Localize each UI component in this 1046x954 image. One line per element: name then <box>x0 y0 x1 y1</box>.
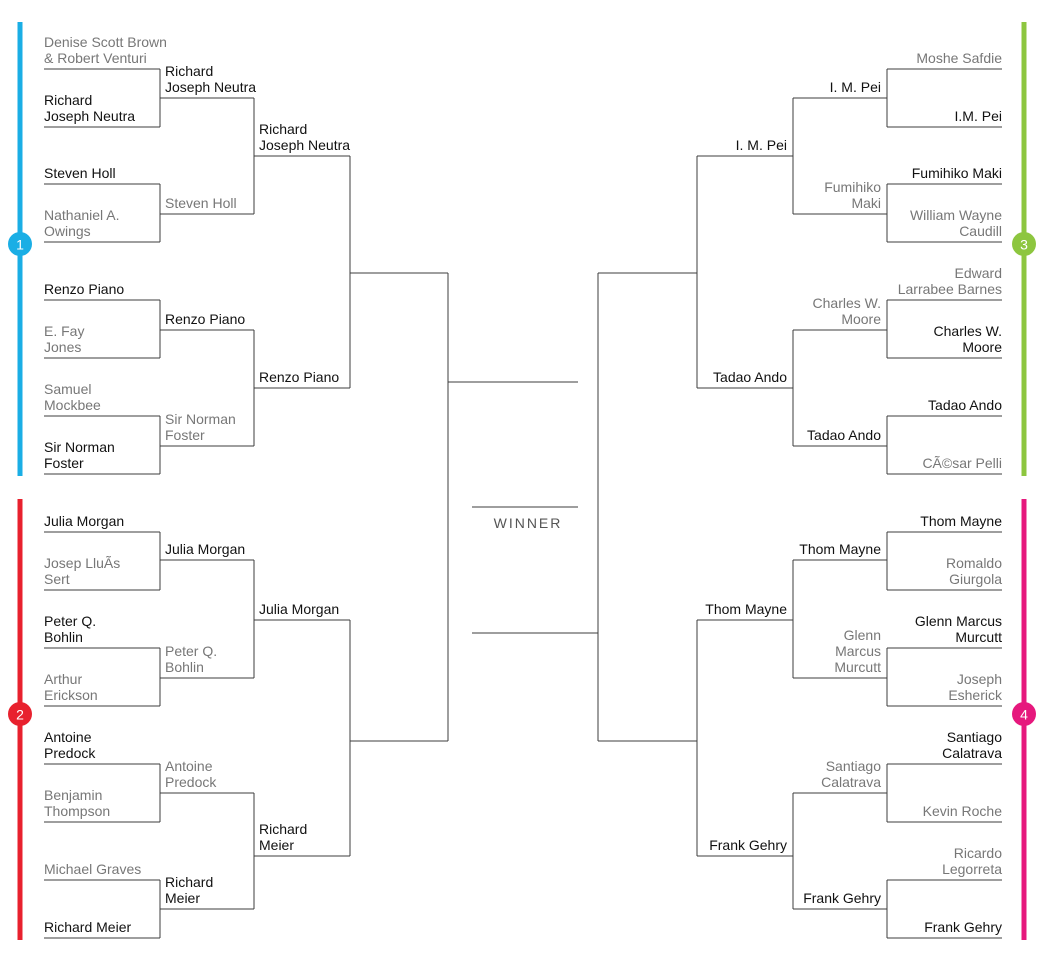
seed-label <box>44 207 120 239</box>
round2-label-line: Calatrava <box>821 774 881 790</box>
seed-label-line: Predock <box>44 745 96 761</box>
round3-label-line: Meier <box>259 837 295 853</box>
region-number: 3 <box>1020 236 1028 253</box>
round2-label <box>821 758 881 790</box>
seed-label <box>898 265 1002 297</box>
seed-label-line: Antoine <box>44 729 92 745</box>
round2-label-line: Richard <box>165 63 214 79</box>
seed-label <box>44 323 84 355</box>
round3-label-line: Frank Gehry <box>709 837 787 853</box>
seed-label <box>955 108 1002 124</box>
seed-label-line: Jones <box>44 339 82 355</box>
seed-label-line: E. Fay <box>44 323 85 339</box>
round2-label-line: Julia Morgan <box>165 541 246 557</box>
seed-label <box>948 671 1003 703</box>
seed-label <box>44 165 116 181</box>
seed-label <box>922 455 1002 471</box>
seed-label-line: Nathaniel A. <box>44 207 120 223</box>
seed-label <box>44 92 135 124</box>
round2-label-line: Murcutt <box>834 659 881 675</box>
round3-label <box>259 821 307 853</box>
seed-label-line: I.M. Pei <box>954 108 1002 124</box>
seed-label <box>44 34 167 66</box>
round2-label <box>165 874 213 906</box>
seed-label-line: Murcutt <box>955 629 1002 645</box>
seed-label-line: Larrabee Barnes <box>897 281 1002 297</box>
round2-label-line: Santiago <box>825 758 881 774</box>
seed-label <box>920 513 1002 529</box>
seed-label-line: Samuel <box>44 381 92 397</box>
round3-label-line: Joseph Neutra <box>259 137 351 153</box>
round3-label-line: Thom Mayne <box>705 601 787 617</box>
round2-label-line: Moore <box>841 311 881 327</box>
round2-label-line: Thom Mayne <box>799 541 881 557</box>
seed-label-line: Moshe Safdie <box>916 50 1002 66</box>
seed-label-line: Sir Norman <box>44 439 115 455</box>
seed-label <box>44 281 124 297</box>
seed-label-line: Sert <box>44 571 70 587</box>
seed-label-line: Owings <box>44 223 91 239</box>
region-number: 1 <box>16 236 24 253</box>
round2-label <box>165 195 237 211</box>
seed-label-line: CÃ©sar Pelli <box>922 455 1002 471</box>
winner-label: WINNER <box>493 515 563 531</box>
round3-label <box>259 601 339 617</box>
seed-label <box>942 845 1002 877</box>
seed-label <box>934 323 1003 355</box>
round3-label-line: Richard <box>259 121 308 137</box>
seed-label <box>946 555 1002 587</box>
seed-label <box>924 919 1002 935</box>
seed-label-line: Peter Q. <box>44 613 97 629</box>
round2-label <box>165 63 256 95</box>
round2-label <box>165 541 245 557</box>
round3-label <box>705 601 787 617</box>
seed-label-line: Giurgola <box>949 571 1002 587</box>
seed-label-line: Romaldo <box>945 555 1002 571</box>
seed-label-line: Kevin Roche <box>922 803 1002 819</box>
round2-label <box>165 311 245 327</box>
round2-label-line: Steven Holl <box>165 195 237 211</box>
seed-label-line: Edward <box>954 265 1002 281</box>
seed-label-line: Bohlin <box>44 629 83 645</box>
seed-label <box>910 207 1002 239</box>
seed-label-line: Arthur <box>44 671 83 687</box>
round2-label <box>165 411 236 443</box>
round3-label-line: Julia Morgan <box>259 601 340 617</box>
round2-label-line: Renzo Piano <box>165 311 246 327</box>
round2-label-line: Marcus <box>835 643 881 659</box>
round2-label-line: Glenn <box>843 627 881 643</box>
region-number: 4 <box>1020 706 1028 723</box>
seed-label-line: Richard <box>44 92 93 108</box>
region-number: 2 <box>16 706 24 723</box>
round2-label <box>165 643 217 675</box>
seed-label-line: Moore <box>962 339 1002 355</box>
round2-label-line: Charles W. <box>812 295 881 311</box>
seed-label <box>44 861 141 877</box>
seed-label <box>916 50 1002 66</box>
seed-label-line: Mockbee <box>44 397 101 413</box>
round3-label <box>259 369 339 385</box>
seed-label <box>44 671 98 703</box>
seed-label-line: Frank Gehry <box>924 919 1002 935</box>
round2-label <box>830 79 881 95</box>
round2-label-line: Antoine <box>165 758 213 774</box>
round2-label <box>165 758 217 790</box>
seed-label-line: Erickson <box>44 687 98 703</box>
seed-label-line: Renzo Piano <box>44 281 125 297</box>
seed-label <box>928 397 1002 413</box>
round2-label <box>807 427 881 443</box>
region-bars <box>8 22 1036 940</box>
seed-label-line: Thom Mayne <box>920 513 1002 529</box>
seed-label-line: Joseph <box>956 671 1002 687</box>
seed-label-line: Michael Graves <box>44 861 142 877</box>
round2-label-line: Frank Gehry <box>803 890 881 906</box>
seed-label-line: Glenn Marcus <box>914 613 1002 629</box>
round2-label-line: Foster <box>165 427 205 443</box>
round3-label-line: I. M. Pei <box>735 137 787 153</box>
round2-label <box>803 890 881 906</box>
round2-label-line: Tadao Ando <box>807 427 881 443</box>
seed-label-line: William Wayne <box>909 207 1002 223</box>
seed-label <box>44 513 124 529</box>
seed-label <box>942 729 1002 761</box>
round2-label <box>813 295 882 327</box>
seed-label-line: Julia Morgan <box>44 513 125 529</box>
seed-label-line: & Robert Venturi <box>44 50 147 66</box>
seed-label <box>44 919 131 935</box>
seed-label-line: Calatrava <box>942 745 1002 761</box>
seed-label-line: Santiago <box>946 729 1002 745</box>
seed-label-line: Fumihiko Maki <box>911 165 1002 181</box>
seed-label-line: Esherick <box>948 687 1002 703</box>
seed-label-line: Ricardo <box>953 845 1002 861</box>
seed-label <box>44 729 96 761</box>
seed-label <box>44 613 96 645</box>
round3-label-line: Richard <box>259 821 308 837</box>
seed-label <box>44 381 101 413</box>
round2-label-line: Joseph Neutra <box>165 79 257 95</box>
seed-label <box>44 787 110 819</box>
round3-label <box>736 137 787 153</box>
seed-label-line: Foster <box>44 455 84 471</box>
seed-label-line: Charles W. <box>933 323 1002 339</box>
seed-label-line: Benjamin <box>44 787 103 803</box>
seed-label-line: Richard Meier <box>44 919 132 935</box>
round3-label <box>259 121 350 153</box>
seed-label <box>923 803 1003 819</box>
seed-label-line: Josep LluÃs <box>44 555 121 571</box>
seed-label-line: Tadao Ando <box>928 397 1002 413</box>
round2-label-line: Meier <box>165 890 201 906</box>
round2-label-line: I. M. Pei <box>829 79 881 95</box>
round3-label <box>709 837 787 853</box>
round3-label-line: Renzo Piano <box>259 369 340 385</box>
round2-label-line: Richard <box>165 874 214 890</box>
seed-label-line: Denise Scott Brown <box>44 34 167 50</box>
round2-label <box>824 179 881 211</box>
seed-label <box>44 555 120 587</box>
round2-label-line: Fumihiko <box>824 179 881 195</box>
seed-label-line: Caudill <box>959 223 1002 239</box>
round2-label-line: Predock <box>165 774 217 790</box>
seed-label <box>912 165 1002 181</box>
seed-label-line: Joseph Neutra <box>44 108 136 124</box>
round2-label-line: Sir Norman <box>165 411 236 427</box>
seed-label-line: Steven Holl <box>44 165 116 181</box>
bracket-labels <box>44 34 1003 935</box>
round3-label-line: Tadao Ando <box>713 369 787 385</box>
seed-label <box>915 613 1002 645</box>
seed-label <box>44 439 115 471</box>
round2-label <box>834 627 881 675</box>
round2-label <box>799 541 881 557</box>
round3-label <box>713 369 787 385</box>
round2-label-line: Maki <box>851 195 881 211</box>
seed-label-line: Thompson <box>44 803 111 819</box>
round2-label-line: Peter Q. <box>165 643 218 659</box>
round2-label-line: Bohlin <box>165 659 204 675</box>
seed-label-line: Legorreta <box>942 861 1002 877</box>
